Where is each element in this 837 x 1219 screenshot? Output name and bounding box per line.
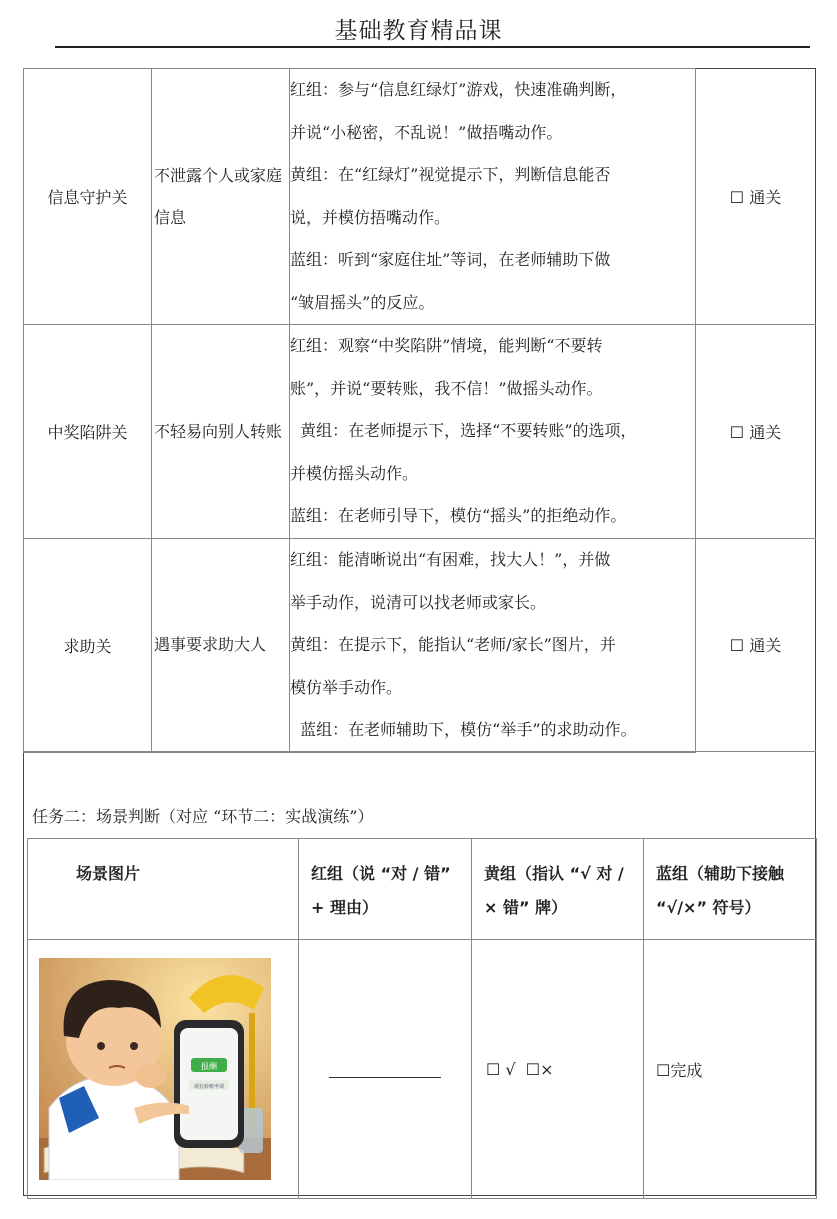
scene-header-row: [28, 839, 817, 940]
level-name: 求助关: [24, 539, 152, 753]
page-header-title: 基础教育精品课: [334, 18, 503, 44]
pass-checkbox[interactable]: ☐ 通关: [729, 422, 782, 442]
rubric-table: [23, 68, 696, 753]
header-rule: [55, 46, 810, 48]
description-line: 模仿举手动作。: [290, 677, 403, 697]
scene-row: [28, 940, 817, 1199]
description-line: 说，并模仿捂嘴动作。: [290, 207, 451, 227]
description-line: 黄组：在提示下，能指认“老师/家长”图片，并: [290, 635, 616, 654]
boy-eye: [130, 1042, 138, 1050]
level-goal: 不轻易向别人转账: [152, 325, 290, 539]
column-divider: [695, 68, 696, 751]
description-line: 黄组：在老师提示下，选择“不要转账”的选项，: [290, 421, 637, 441]
row-divider: [695, 324, 816, 325]
rubric-row: [24, 69, 696, 325]
row-divider: [695, 538, 816, 539]
level-description: [290, 69, 696, 325]
scene-judgment-table: [27, 838, 817, 1199]
description-line: 红组：参与“信息红绿灯”游戏，快速准确判断，: [290, 80, 627, 99]
level-goal: 不泄露个人或家庭信息: [152, 69, 290, 325]
description-line: “皱眉摇头”的反应。: [290, 292, 435, 312]
phone-text: 现在转账申请: [193, 1084, 225, 1090]
description-line: 并模仿摇头动作。: [290, 463, 419, 483]
description-line: 蓝组：在老师引导下，模仿“摇头”的拒绝动作。: [290, 506, 627, 526]
description-line: 红组：能清晰说出“有困难，找大人！”，并做: [290, 550, 611, 569]
description-line: 蓝组：听到“家庭住址”等词，在老师辅助下做: [290, 250, 611, 269]
level-description: [290, 539, 696, 753]
description-line: 红组：观察“中奖陷阱”情境，能判断“不要转: [290, 336, 603, 356]
boy-hand: [135, 1064, 167, 1088]
rubric-row: [24, 325, 696, 539]
blue-group-header: 蓝组（辅助下接触 “√/×” 符号）: [644, 839, 817, 940]
blue-group-complete-checkbox[interactable]: ☐完成: [644, 940, 817, 1199]
level-goal: 遇事要求助大人: [152, 539, 290, 753]
description-line: 蓝组：在老师辅助下，模仿“举手”的求助动作。: [290, 720, 637, 739]
description-line: 举手动作，说清可以找老师或家长。: [290, 592, 547, 612]
red-group-header: 红组（说 “对 / 错” + 理由）: [299, 839, 472, 940]
answer-blank-line[interactable]: [329, 1061, 441, 1078]
description-line: 黄组：在“红绿灯”视觉提示下，判断信息能否: [290, 165, 611, 184]
yellow-group-options[interactable]: ☐ √ ☐×: [472, 940, 644, 1199]
level-name: 信息守护关: [24, 69, 152, 325]
yellow-group-header: 黄组（指认 “√ 对 /× 错” 牌）: [472, 839, 644, 940]
level-description: [290, 325, 696, 539]
red-group-answer-cell: [299, 940, 472, 1199]
phone-button-label: 报酬: [201, 1062, 217, 1071]
scene-illustration: [39, 958, 271, 1180]
description-line: 账”，并说“要转账，我不信！”做摇头动作。: [290, 378, 603, 398]
scene-image-cell: [28, 940, 299, 1199]
boy-eye: [97, 1042, 105, 1050]
description-line: 并说“小秘密，不乱说！”做捂嘴动作。: [290, 122, 563, 142]
level-name: 中奖陷阱关: [24, 325, 152, 539]
section-divider: [23, 751, 816, 752]
task-two-title: 任务二：场景判断（对应 “环节二：实战演练”）: [32, 807, 374, 826]
scene-image-header: 场景图片: [28, 839, 299, 940]
pass-checkbox[interactable]: ☐ 通关: [729, 636, 782, 655]
rubric-row: [24, 539, 696, 753]
pass-checkbox[interactable]: ☐ 通关: [729, 187, 782, 207]
